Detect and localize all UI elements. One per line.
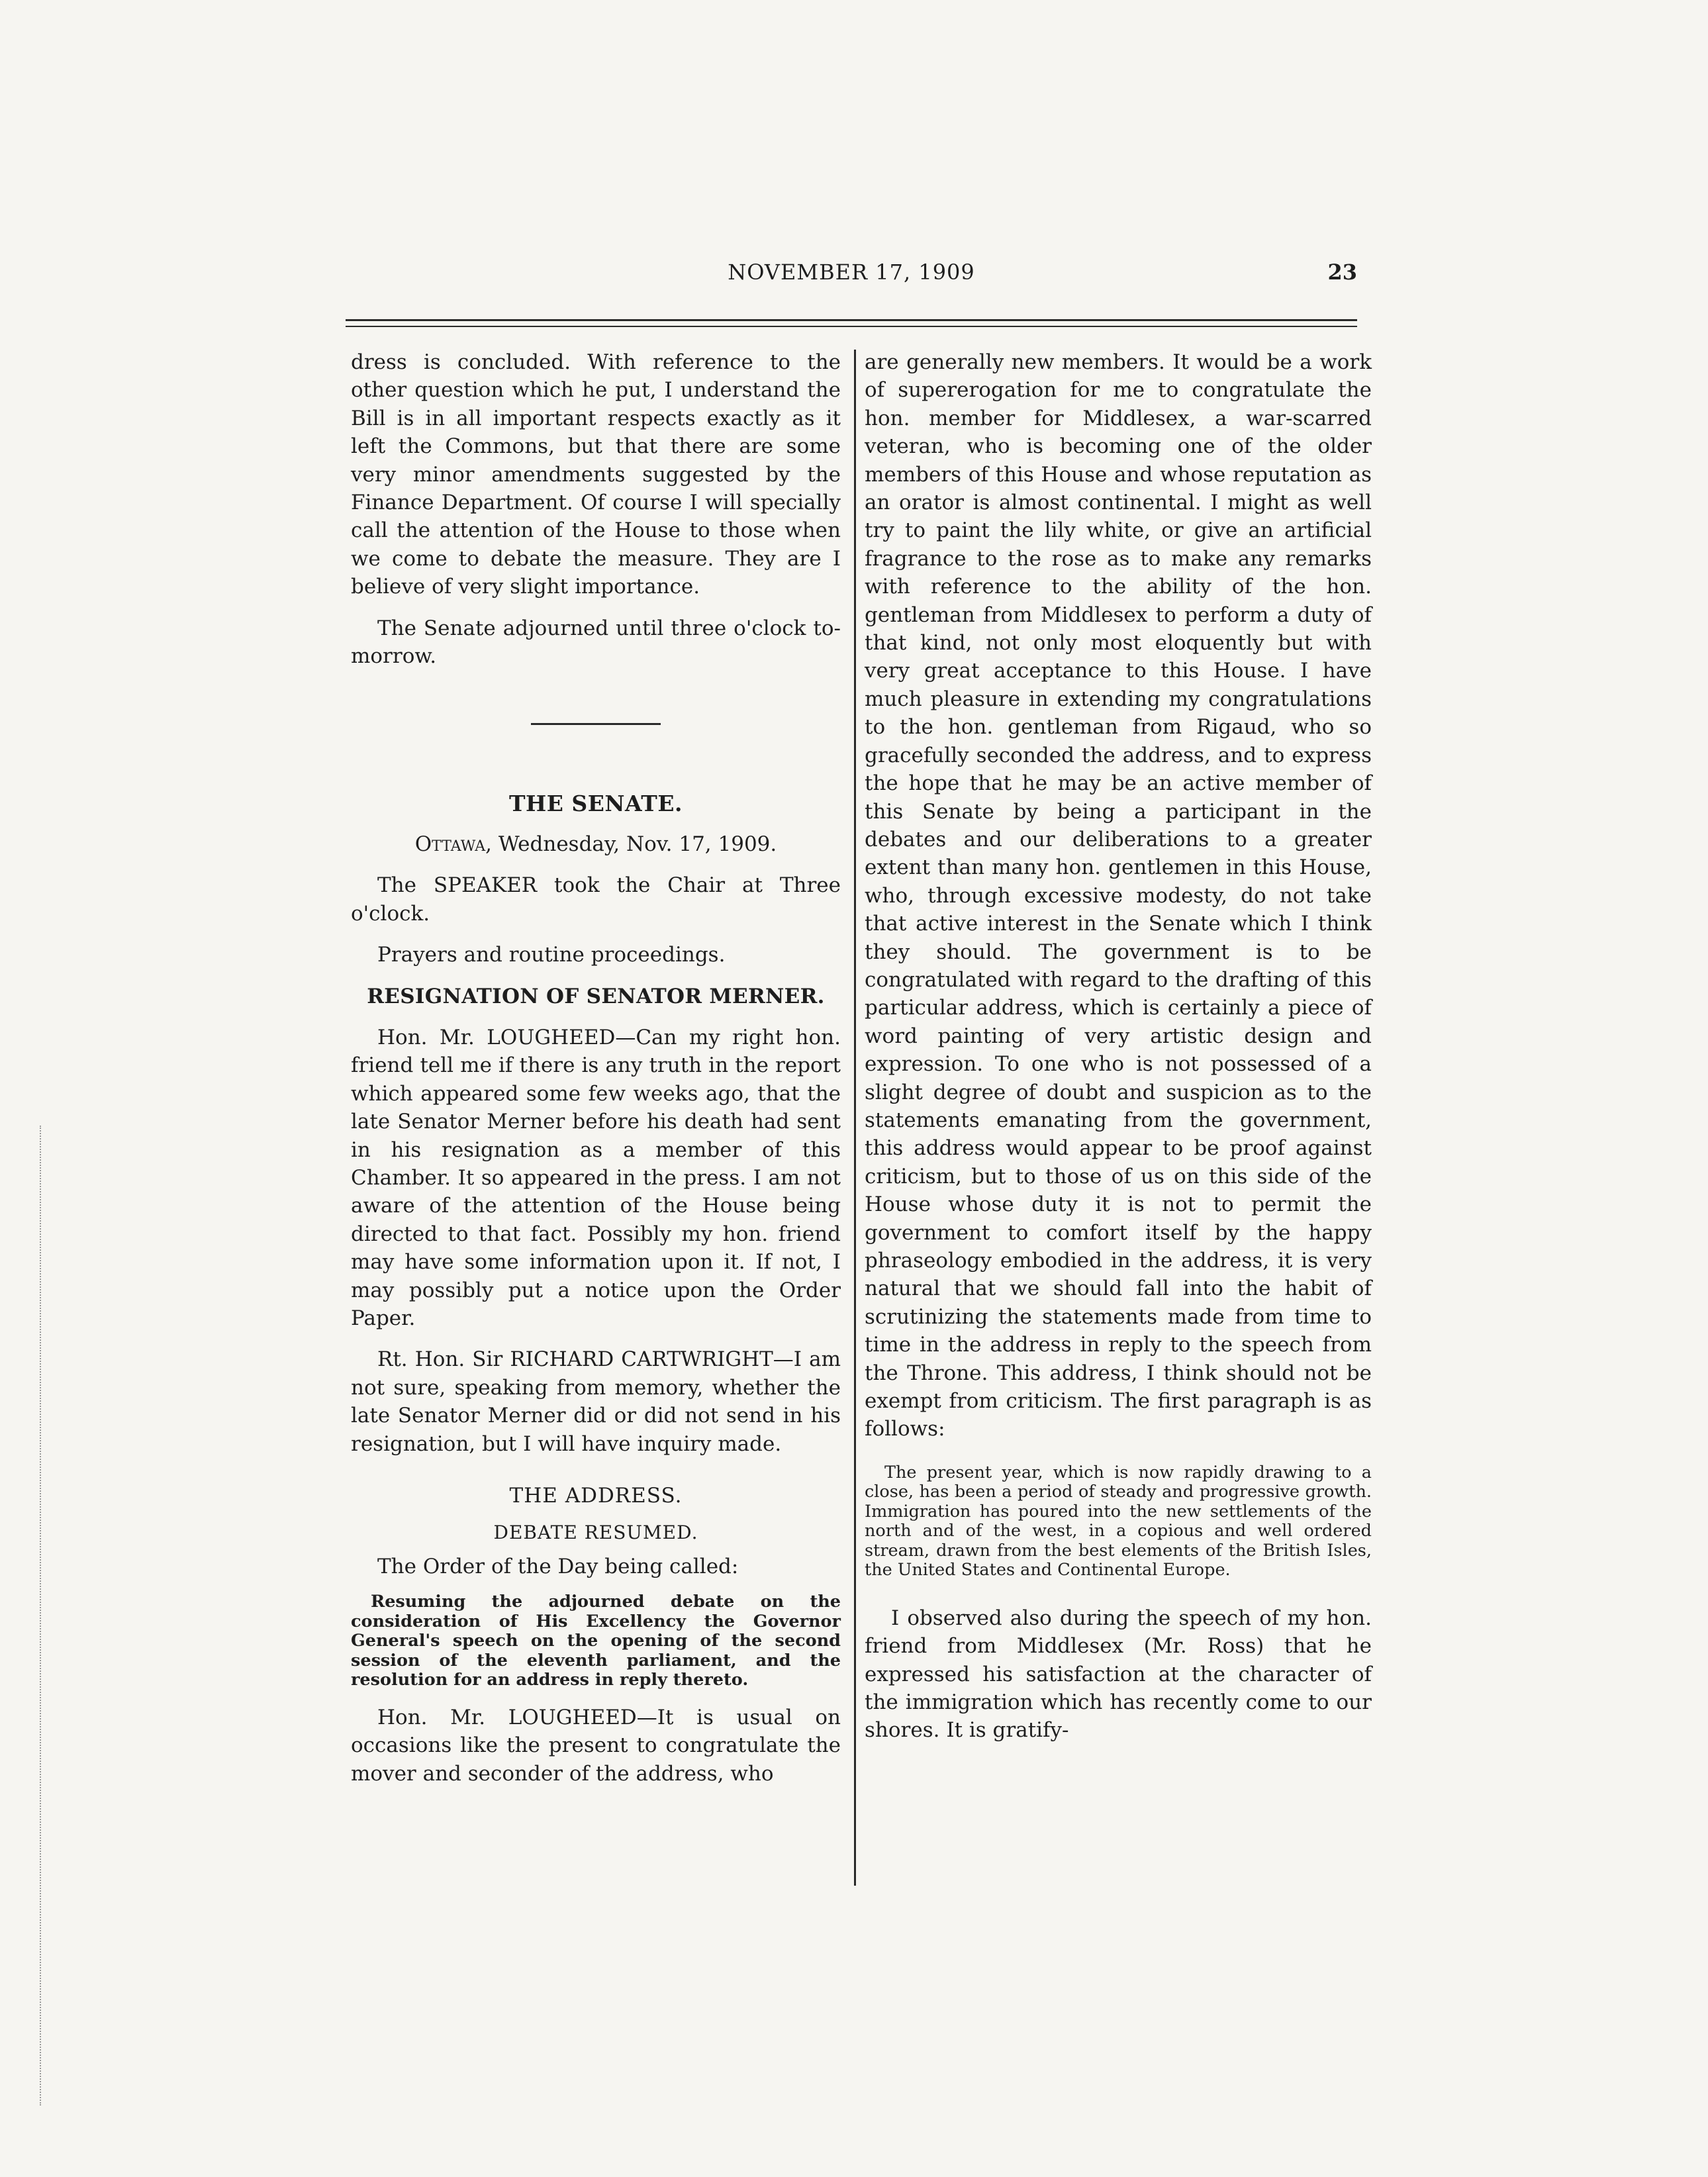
order-paragraph: The Order of the Day being called: [377, 1554, 739, 1578]
section-separator-rule [531, 723, 661, 725]
resignation-heading: RESIGNATION OF SENATOR MERNER. [367, 984, 825, 1008]
adjourned-paragraph: The Senate adjourned until three o'clock to-morrow. [351, 616, 841, 669]
resuming-quote: Resuming the adjourned debate on the consideration of His Excellency the Governor General's speech on the opening of the second session of the eleventh parliament, and the resolution for an address in reply thereto. [351, 1592, 841, 1690]
continuation-paragraph: dress is concluded. With reference to the other question which he put, I understand the Bill is in all important respects exactly as it left the Commons, but that there are some very minor amendments suggested by the Finance Department. Of course I will specially call the attention of the House to those when we come to debate the measure. They are I believe of very slight importance. [351, 350, 841, 599]
right-paragraph-1: are generally new members. It would be a work of supererogation for me to congratulate the hon. member for Middlesex, a war-scarred veteran, who is becoming one of the older members of this House and whose reputation as an orator is almost continental. I might as well try to paint the lily white, or give an artificial fragrance to the rose as to make any remarks with reference to the ability of the hon. gentleman from Middlesex to perform a duty of that kind, not only most eloquently but with very great acceptance to this House. I have much pleasure in extending my congratulations to the hon. gentleman from Rigaud, who so gracefully seconded the address, and to express the hope that he may be an active member of this Senate by being a participant in the debates and our deliberations to a greater extent than many hon. gentlemen in this House, who, through excessive modesty, do not take that active interest in the Senate which I think they should. The government is to be congratulated with regard to the drafting of this particular address, which is certainly a piece of word painting of very artistic design and expression. To one who is not possessed of a slight degree of doubt and suspicion as to the statements emanating from the government, this address would appear to be proof against criticism, but to those of us on this side of the House whose duty it is not to permit the government to comfort itself by the happy phraseology embodied in the address, it is very natural that we should fall into the habit of scrutinizing the statements made from time to time in the address in reply to the speech from the Throne. This address, I think should not be exempt from criticism. The first paragraph is as follows: [865, 350, 1372, 1441]
right-quote: The present year, which is now rapidly drawing to a close, has been a period of steady and progressive growth. Immigration has poured into the new settlements of the north and of the west, in a copious and well ordered stream, drawn from the best elements of the British Isles, the United States and Continental Europe. [865, 1462, 1372, 1580]
right-column [865, 348, 1372, 1745]
column-divider [854, 350, 856, 1886]
dateline [351, 830, 841, 858]
page-header [346, 260, 1357, 293]
header-double-rule [346, 319, 1357, 327]
address-heading: THE ADDRESS. [509, 1484, 683, 1508]
margin-scan-artifact [40, 1126, 44, 2105]
speaker-paragraph: The SPEAKER took the Chair at Three o'clock. [351, 873, 841, 926]
page-date: NOVEMBER 17, 1909 [728, 260, 975, 285]
left-column [351, 348, 841, 1788]
dateline-city: Ottawa [414, 832, 486, 856]
page-number: 23 [1327, 260, 1357, 285]
lougheed-paragraph-2: Hon. Mr. LOUGHEED—It is usual on occasions like the present to congratulate the mover and seconder of the address, who [351, 1705, 841, 1786]
cartwright-paragraph: Rt. Hon. Sir RICHARD CARTWRIGHT—I am not sure, speaking from memory, whether the late Senator Merner did or did not send in his resignation, but I will have inquiry made. [351, 1347, 841, 1456]
dateline-rest: , Wednesday, Nov. 17, 1909. [485, 832, 777, 856]
senate-title: THE SENATE. [508, 791, 683, 817]
prayers-paragraph: Prayers and routine proceedings. [377, 943, 726, 967]
debate-resumed-heading: DEBATE RESUMED. [493, 1522, 698, 1544]
right-paragraph-2: I observed also during the speech of my hon. friend from Middlesex (Mr. Ross) that he expressed his satisfaction at the character of the immigration which has recently come to our shores. It is gratify- [865, 1606, 1372, 1743]
lougheed-paragraph: Hon. Mr. LOUGHEED—Can my right hon. friend tell me if there is any truth in the report which appeared some few weeks ago, that the late Senator Merner before his death had sent in his resignation as a member of this Chamber. It so appeared in the press. I am not aware of the attention of the House being directed to that fact. Possibly my hon. friend may have some information upon it. If not, I may possibly put a notice upon the Order Paper. [351, 1025, 841, 1330]
